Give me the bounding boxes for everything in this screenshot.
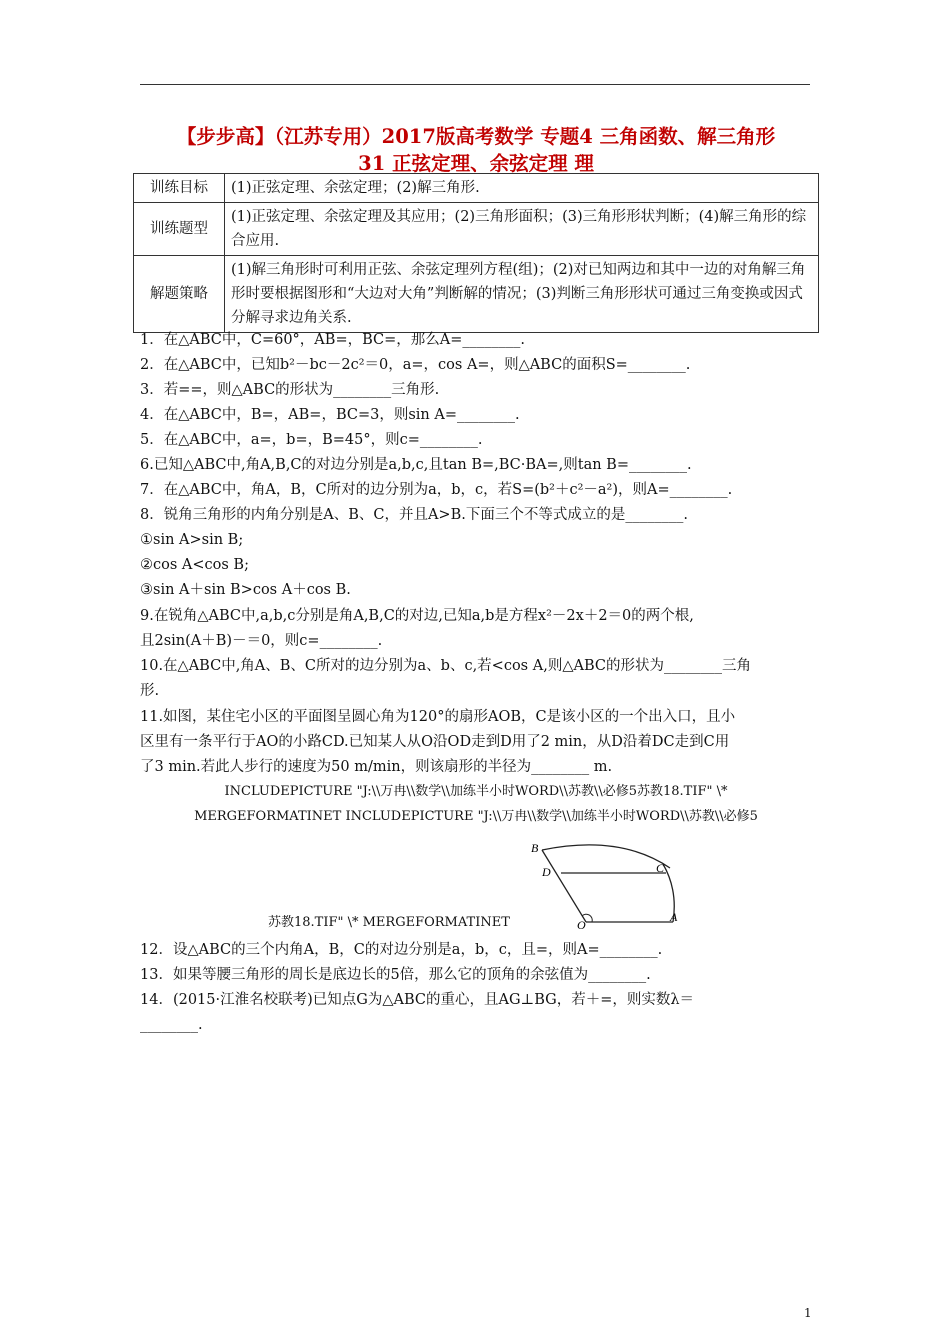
question-11-line-2: 区里有一条平行于AO的小路CD.已知某人从O沿OD走到D用了2 min，从D沿着DC走到C用 bbox=[140, 734, 730, 750]
question-12: 12．设△ABC的三个内角A，B，C的对边分别是a，b，c，且=，则A=________. bbox=[140, 942, 663, 958]
field-code-line-1: INCLUDEPICTURE "J:\\万冉\\数学\\加练半小时WORD\\苏教\\必修5苏教18.TIF" \* bbox=[224, 784, 728, 799]
question-14-line-1: 14．(2015·江淮名校联考)已知点G为△ABC的重心，且AG⊥BG，若＋=，则实数λ＝ bbox=[140, 992, 695, 1008]
radius-ob bbox=[542, 850, 586, 922]
label-b: B bbox=[531, 841, 539, 855]
question-11-line-1: 11.如图，某住宅小区的平面图呈圆心角为120°的扇形AOB，C是该小区的一个出入口，且小 bbox=[140, 709, 736, 725]
question-3: 3．若==，则△ABC的形状为________三角形. bbox=[140, 382, 440, 398]
header-rule bbox=[140, 84, 810, 85]
table-value: (1)正弦定理、余弦定理；(2)解三角形. bbox=[225, 174, 819, 203]
question-2: 2．在△ABC中，已知b²－bc－2c²＝0，a=，cos A=，则△ABC的面积S=________. bbox=[140, 357, 691, 373]
question-9-line-2: 且2sin(A＋B)－＝0，则c=________. bbox=[140, 633, 383, 649]
question-4: 4．在△ABC中，B=，AB=，BC=3，则sin A=________. bbox=[140, 407, 520, 423]
title-line-1: 【步步高】（江苏专用）2017版高考数学 专题4 三角函数、解三角形 bbox=[176, 125, 776, 148]
table-row bbox=[134, 256, 819, 333]
question-1: 1．在△ABC中，C=60°，AB=，BC=，那么A=________. bbox=[140, 332, 525, 348]
table-key: 解题策略 bbox=[134, 256, 225, 333]
question-6: 6.已知△ABC中,角A,B,C的对边分别是a,b,c,且tan B=,BC·BA=,则tan B=________. bbox=[140, 457, 692, 473]
question-9-line-1: 9.在锐角△ABC中,a,b,c分别是角A,B,C的对边,已知a,b是方程x²－2x＋2＝0的两个根, bbox=[140, 608, 694, 624]
label-a: A bbox=[670, 910, 678, 924]
question-11-line-3: 了3 min.若此人步行的速度为50 m/min，则该扇形的半径为________ m. bbox=[140, 759, 613, 775]
table-key: 训练题型 bbox=[134, 203, 225, 256]
label-d: D bbox=[542, 865, 551, 879]
training-info-table bbox=[133, 173, 819, 333]
question-13: 13．如果等腰三角形的周长是底边长的5倍，那么它的顶角的余弦值为________. bbox=[140, 967, 651, 983]
field-code-line-2: MERGEFORMATINET INCLUDEPICTURE "J:\\万冉\\数学\\加练半小时WORD\\苏教\\必修5 bbox=[194, 809, 758, 824]
question-8-option-1: ①sin A>sin B; bbox=[140, 532, 244, 548]
question-8-option-3: ③sin A＋sin B>cos A＋cos B. bbox=[140, 582, 351, 598]
arc-bc bbox=[542, 845, 670, 868]
page-number: 1 bbox=[804, 1306, 812, 1320]
table-row bbox=[134, 174, 819, 203]
field-code-line-3: 苏教18.TIF" \* MERGEFORMATINET bbox=[268, 915, 510, 930]
title-line-2: 31 正弦定理、余弦定理 理 bbox=[358, 152, 594, 175]
question-5: 5．在△ABC中，a=，b=，B=45°，则c=________. bbox=[140, 432, 483, 448]
label-c: C bbox=[656, 861, 665, 875]
question-8-option-2: ②cos A<cos B; bbox=[140, 557, 249, 573]
label-o: O bbox=[577, 918, 586, 930]
question-14-line-2: ________. bbox=[140, 1017, 203, 1033]
table-value: (1)解三角形时可利用正弦、余弦定理列方程(组)；(2)对已知两边和其中一边的对角解三角形时要根据图形和“大边对大角”判断解的情况；(3)判断三角形形状可通过三角变换或因式分解寻求边角关系. bbox=[225, 256, 819, 333]
table-key: 训练目标 bbox=[134, 174, 225, 203]
question-10-line-2: 形. bbox=[140, 683, 160, 699]
document-title bbox=[138, 123, 814, 177]
question-7: 7．在△ABC中，角A，B，C所对的边分别为a，b，c，若S=(b²＋c²－a²)，则A=________. bbox=[140, 482, 733, 498]
table-row bbox=[134, 203, 819, 256]
question-10-line-1: 10.在△ABC中,角A、B、C所对的边分别为a、b、c,若<cos A,则△ABC的形状为________三角 bbox=[140, 658, 751, 674]
question-8: 8．锐角三角形的内角分别是A、B、C，并且A>B.下面三个不等式成立的是________. bbox=[140, 507, 688, 523]
table-value: (1)正弦定理、余弦定理及其应用；(2)三角形面积；(3)三角形形状判断；(4)解三角形的综合应用. bbox=[225, 203, 819, 256]
sector-figure bbox=[520, 838, 690, 930]
